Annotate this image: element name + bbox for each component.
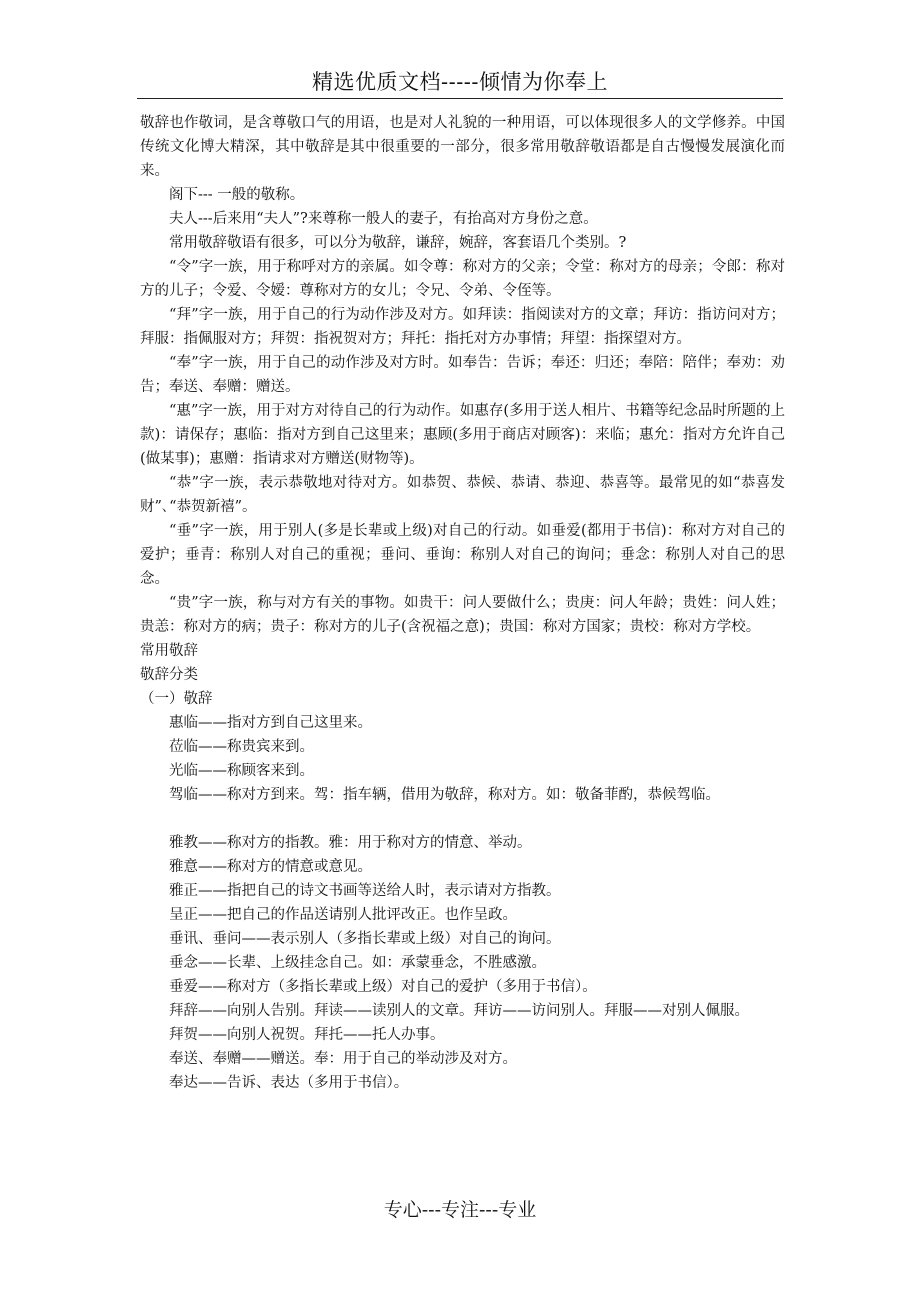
body-paragraph: “令”字一族，用于称呼对方的亲属。如令尊：称对方的父亲；令堂：称对方的母亲；令郎：称对方的儿子；令爱、令嫒：尊称对方的女儿；令兄、令弟、令侄等。 (140, 259, 785, 299)
term-entry: 垂念——长辈、上级挂念自己。如：承蒙垂念，不胜感激。 (169, 955, 546, 971)
header-divider (137, 98, 783, 99)
term-entry: 惠临——指对方到自己这里来。 (169, 715, 372, 731)
term-entry: 雅教——称对方的指教。雅：用于称对方的情意、举动。 (169, 835, 532, 851)
term-entry: 拜辞——向别人告别。拜读——读别人的文章。拜访——访问别人。拜服——对别人佩服。 (169, 1003, 749, 1019)
term-entry: 垂爱——称对方（多指长辈或上级）对自己的爱护（多用于书信）。 (169, 979, 597, 995)
term-entry: 拜贺——向别人祝贺。拜托——托人办事。 (169, 1027, 445, 1043)
body-paragraph: “贵”字一族，称与对方有关的事物。如贵干：问人要做什么；贵庚：问人年龄；贵姓：问人姓；贵恙：称对方的病；贵子：称对方的儿子(含祝福之意)；贵国：称对方国家；贵校：称对方学校。 (140, 595, 785, 635)
term-entry: 垂讯、垂问——表示别人（多指长辈或上级）对自己的询问。 (169, 931, 561, 947)
body-paragraph: “惠”字一族，用于对方对待自己的行为动作。如惠存(多用于送人相片、书籍等纪念品时所题的上款)：请保存；惠临：指对方到自己这里来；惠顾(多用于商店对顾客)：来临；惠允：指对方允许自己(做某事)；惠赠：指请求对方赠送(财物等)。 (140, 403, 785, 467)
term-entry: 呈正——把自己的作品送请别人批评改正。也作呈政。 (169, 907, 517, 923)
body-paragraph: 夫人---后来用“夫人”?来尊称一般人的妻子，有抬高对方身份之意。 (169, 211, 598, 227)
page-footer-text: 专心---专注---专业 (383, 1199, 537, 1221)
blank-line (140, 807, 785, 831)
body-paragraph: “奉”字一族，用于自己的动作涉及对方时。如奉告：告诉；奉还：归还；奉陪：陪伴；奉劝：劝告；奉送、奉赠：赠送。 (140, 355, 785, 395)
term-entry: 光临——称顾客来到。 (169, 763, 314, 779)
body-paragraph: “恭”字一族，表示恭敬地对待对方。如恭贺、恭候、恭请、恭迎、恭喜等。最常见的如“恭喜发财”､“恭贺新禧”。 (140, 475, 785, 515)
term-entry: 莅临——称贵宾来到。 (169, 739, 314, 755)
body-paragraph: 常用敬辞敬语有很多，可以分为敬辞，谦辞，婉辞，客套语几个类别。? (169, 235, 627, 251)
section-heading: 常用敬辞 (140, 643, 198, 659)
page-header-title: 精选优质文档-----倾情为你奉上 (312, 70, 608, 94)
document-body (140, 111, 785, 1095)
intro-paragraph: 敬辞也作敬词，是含尊敬口气的用语，也是对人礼貌的一种用语，可以体现很多人的文学修养。中国传统文化博大精深，其中敬辞是其中很重要的一部分，很多常用敬辞敬语都是自古慢慢发展演化而来。 (140, 115, 785, 179)
body-paragraph: 阁下--- 一般的敬称。 (169, 187, 305, 203)
term-entry: 奉达——告诉、表达（多用于书信）。 (169, 1075, 409, 1091)
term-entry: 雅正——指把自己的诗文书画等送给人时，表示请对方指教。 (169, 883, 561, 899)
body-paragraph: “垂”字一族，用于别人(多是长辈或上级)对自己的行动。如垂爱(都用于书信)：称对方对自己的爱护；垂青：称别人对自己的重视；垂问、垂询：称别人对自己的询问；垂念：称别人对自己的思念。 (140, 523, 785, 587)
section-heading: 敬辞分类 (140, 667, 198, 683)
term-entry: 雅意——称对方的情意或意见。 (169, 859, 372, 875)
term-entry: 奉送、奉赠——赠送。奉：用于自己的举动涉及对方。 (169, 1051, 517, 1067)
term-entry: 驾临——称对方到来。驾：指车辆，借用为敬辞，称对方。如：敬备菲酌，恭候驾临。 (169, 787, 720, 803)
subsection-heading: （一）敬辞 (140, 691, 213, 707)
body-paragraph: “拜”字一族，用于自己的行为动作涉及对方。如拜读：指阅读对方的文章；拜访：指访问对方；拜服：指佩服对方；拜贺：指祝贺对方；拜托：指托对方办事情；拜望：指探望对方。 (140, 307, 785, 347)
